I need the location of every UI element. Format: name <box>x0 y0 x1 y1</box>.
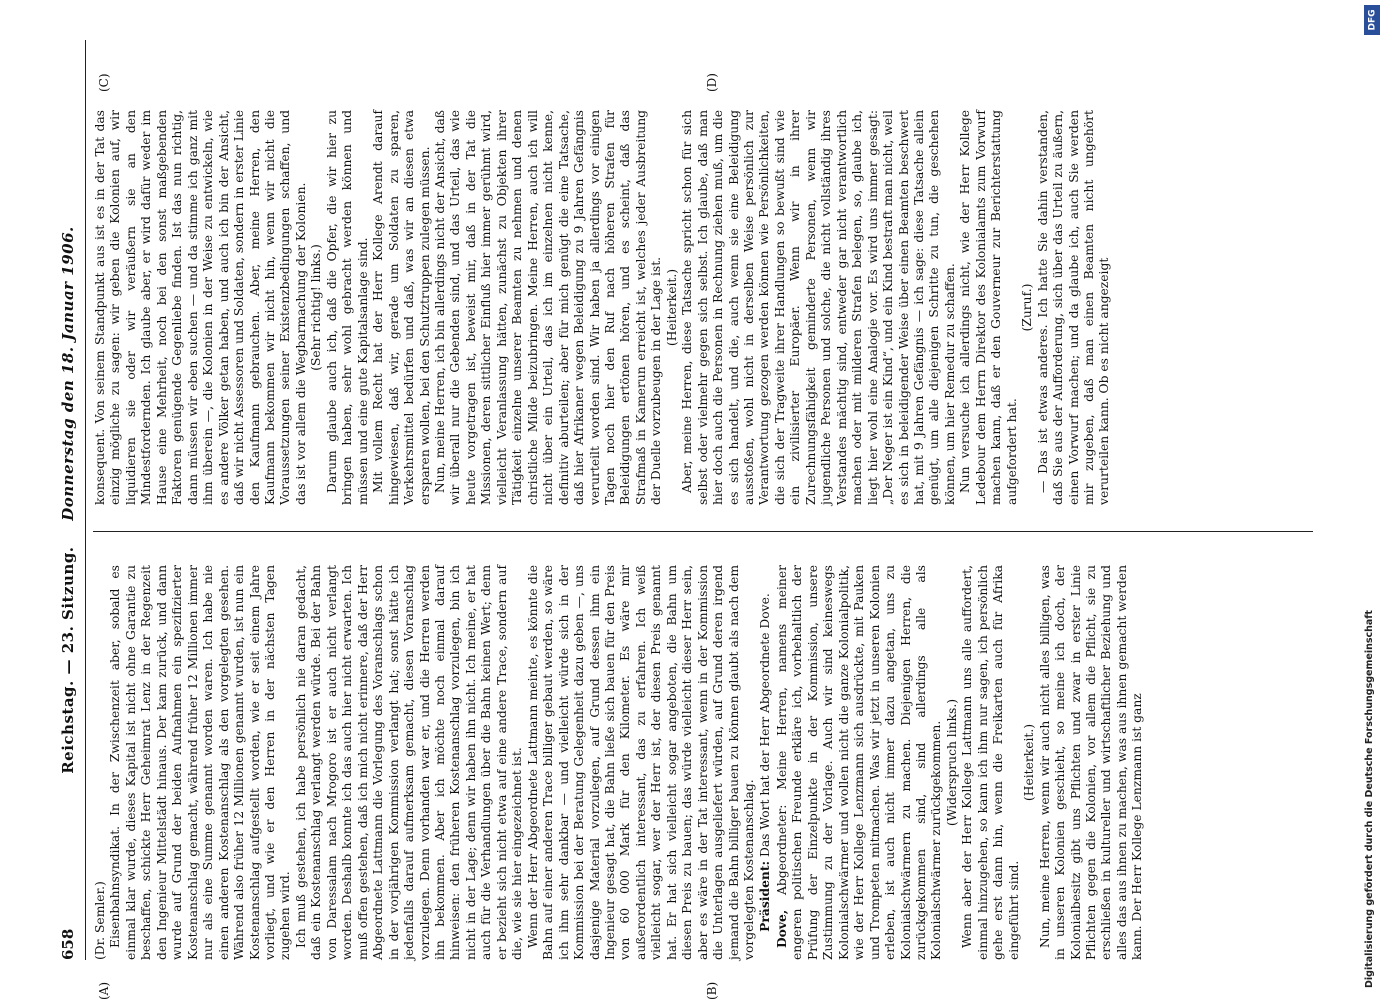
interjection: (Heiterkeit.) <box>1022 723 1037 802</box>
dfg-logo-text: DFG <box>1367 9 1378 31</box>
speech-text: Abgeordneter: Meine Herren, namens meiner engeren politischen Freunde erkläre ich, vorbehaltlich der Prüfung der Einzelpunkte in der Kommission, unsere Zustimmung zu der Vorlage. Auch wir sind keineswegs Kolonialschwärmer und wollen nicht die ganze Kolonialpolitik, wie der Herr Kollege Lenzmann sich ausdrückte, mit Pauken und Trompeten mitmachen. Was wir jetzt in unseren Kolonien erleben, ist auch nicht immer dazu angetan, uns zu Kolonialschwärmern zu machen. Diejenigen Herren, die zurückgekommen sind, sind allerdings alle als Kolonialschwärmer zurückgekommen. <box>774 565 944 960</box>
president-text: Das Wort hat der Herr Abgeordnete Dove. <box>758 593 773 858</box>
header-title-line <box>59 40 77 960</box>
interjection: (Sehr richtig! links.) <box>309 244 324 371</box>
president-label: Präsident: <box>757 860 773 932</box>
text-column-right <box>93 110 1113 505</box>
margin-mark-d: (D) <box>705 73 719 92</box>
paragraph: Wenn aber der Herr Kollege Lattmann uns alle auffordert, einmal hinzugehen, so kann ich ihm nur sagen, ich persönlich gehe erst dann hin, wenn die Freikarten auch für Afrika eingeführt sind. <box>960 565 1021 960</box>
dfg-logo <box>1364 5 1380 35</box>
dove-speech <box>774 565 945 960</box>
paragraph: konsequent. Von seinem Standpunkt aus ist es in der Tat das einzig mögliche zu sagen: wir geben die Kolonien auf, wir liquidieren sie oder wir veräußern sie an den Mindestfordernden. Ich glaube aber, er wird dafür weder im Hause eine Mehrheit, noch bei den sonst maßgebenden Faktoren genügende Gegenliebe finden. Ist das nun richtig, dann müssen wir eben suchen — und da stimme ich ganz mit ihm überein —, die Kolonien in der Weise zu entwickeln, wie es andere Völker getan haben, und auch ich bin der Ansicht, daß wir nicht Assessoren und Soldaten, sondern in erster Linie den Kaufmann gebrauchen. Aber, meine Herren, den Kaufmann bekommen wir nicht hin, wenn wir nicht die Voraussetzungen seiner Existenzbedingungen schaffen, und das ist vor allem die Wegbarmachung der Kolonien. <box>93 110 308 505</box>
header-rule <box>85 40 86 960</box>
header-date: Donnerstag den 18. Januar 1906. <box>59 226 77 521</box>
paragraph: Mit vollem Recht hat der Herr Kollege Arendt darauf hingewiesen, daß wir, gerade um Soldaten zu sparen, Verkehrsmittel bedürfen und daß, was wir an diesen etwa ersparen wollen, bei den Schutztruppen zulegen müssen. <box>371 110 432 505</box>
page-number: 658 <box>59 928 77 960</box>
interjection: (Heiterkeit.) <box>664 268 679 347</box>
paragraph: Nun, meine Herren, wenn wir auch nicht alles billigen, was in unseren Kolonien geschieht, so meine ich doch, der Kolonialbesitz gibt uns Pflichten und zwar in erster Linie Pflichten gegen die Kolonien, vor allem die Pflicht, sie zu erschließen in kultureller und wirtschaftlicher Beziehung und alles das aus ihnen zu machen, was aus ihnen gemacht werden kann. Der Herr Kollege Lenzmann ist ganz <box>1037 565 1145 960</box>
president-statement <box>757 565 773 960</box>
margin-mark-a: (A) <box>97 981 111 1000</box>
paragraph: Nun versuche ich allerdings nicht, wie der Herr Kollege Ledebour dem Herrn Direktor des Kolonialamts zum Vorwurf machen kann, daß er den Gouverneur zur Berichterstattung aufgefordert hat. <box>958 110 1019 505</box>
interjection: (Zuruf.) <box>1020 283 1035 332</box>
paragraph: Darum glaube auch ich, daß die Opfer, die wir hier zu bringen haben, sehr wohl gebracht werden können und müssen und eine gute Kapitalsanlage sind. <box>324 110 370 505</box>
column-divider <box>93 531 1313 532</box>
margin-mark-b: (B) <box>705 981 719 1000</box>
speaker-label: Dove, <box>773 909 789 948</box>
paragraph: — Das ist etwas anderes. Ich hatte Sie dahin verstanden, daß Sie aus der Aufforderung, sich über das Urteil zu äußern, einen Vorwurf machen; und da glaube ich, auch Sie werden mir zugeben, daß man einen Beamten nicht ungehört verurteilen kann. Ob es nicht angezeigt <box>1035 110 1112 505</box>
speaker-reference: (Dr. Semler.) <box>93 881 107 960</box>
paragraph: Aber, meine Herren, diese Tatsache spricht schon für sich selbst oder vielmehr gegen sich selbst. Ich glaube, daß man hier doch auch die Personen in Rechnung ziehen muß, um die es sich handelt, und die, auch wenn sie eine Beleidigung ausstoßen, wohl nicht in derselben Weise persönlich zur Verantwortung gezogen werden können wie Persönlichkeiten, die sich der Tragweite ihrer Handlungen so bewußt sind wie ein zivilisierter Europäer. Wenn wir in ihrer Zurechnungsfähigkeit geminderte Personen, wenn wir jugendliche Personen und solche, die nicht vollständig ihres Verstandes mächtig sind, entweder gar nicht verantwortlich machen oder mit milderen Strafen belegen, so, glaube ich, liegt hier wohl eine Analogie vor. Es wird uns immer gesagt: „Der Neger ist ein Kind“, und ein Kind bestraft man nicht, weil es sich in beleidigender Weise über einen Beamten beschwert hat, mit 9 Jahren Gefängnis — ich sage: diese Tatsache allein genügt, um alle diejenigen Schritte zu tun, die geschehen können, um hier Remedur zu schaffen. <box>680 110 957 505</box>
paragraph: Wenn der Herr Abgeordnete Lattmann meinte, es könnte die Bahn auf einer anderen Trace billiger gebaut werden, so wäre ich ihm sehr dankbar — und vielleicht würde sich in der Kommission bei der Beratung Gelegenheit dazu geben —, uns dasjenige Material vorzulegen, auf Grund dessen ihm ein Ingenieur gesagt hat, die Bahn ließe sich bauen für den Preis von 60 000 Mark für den Kilometer. Es wäre mir außerordentlich interessant, das zu erfahren. Ich weiß vielleicht sogar, wer der Herr ist, der diesen Preis genannt hat. Er hat sich vielleicht sogar angeboten, die Bahn um diesen Preis zu bauen; das würde vielleicht dieser Herr sein, aber es wäre in der Tat interessant, wenn in der Kommission die Unterlagen ausgeliefert würden, auf Grund deren irgend jemand die Bahn billiger bauen zu können glaubt als nach dem vorgelegten Kostenanschlag. <box>525 565 757 960</box>
margin-mark-c: (C) <box>97 73 111 92</box>
paragraph: Ich muß gestehen, ich habe persönlich nie daran gedacht, daß ein Kostenanschlag verlangt werden würde. Bei der Bahn von Daressalam nach Mrogoro ist er auch nicht verlangt worden. Deshalb konnte ich das auch hier nicht erwarten. Ich muß offen gestehen, daß ich mich nicht erinnere, daß der Herr Abgeordnete Lattmann die Vorlegung des Voranschlags schon in der vorjährigen Kommission verlangt hat; sonst hätte ich jedenfalls darauf aufmerksam gemacht, diesen Voranschlag vorzulegen. Denn vorhanden war er, und die Herren werden ihn bekommen. Aber ich möchte noch einmal darauf hinweisen: den früheren Kostenanschlag vorzulegen, bin ich nicht in der Lage; denn wir haben ihn nicht. Ich meine, er hat auch für die Verhandlungen über die Bahn keinen Wert; denn er bezieht sich nicht etwa auf eine andere Trace, sondern auf die, wie sie hier eingezeichnet ist. <box>293 565 525 960</box>
header-title: Reichstag. — 23. Sitzung. <box>59 546 77 774</box>
page-header <box>55 40 83 960</box>
digitization-credit: Digitalisierung gefördert durch die Deutsche Forschungsgemeinschaft <box>1364 610 1375 988</box>
document-page <box>55 40 1325 1000</box>
interjection: (Widerspruch links.) <box>944 698 959 827</box>
paragraph: Eisenbahnsyndikat. In der Zwischenzeit aber, sobald es einmal klar wurde, dieses Kapital ist nicht ohne Garantie zu beschaffen, schickte Herr Geheimrat Lenz in der Regenzeit den Ingenieur Mittelstädt hinaus. Der kam zurück, und dann wurde auf Grund der beiden Aufnahmen ein spezifizierter Kostenanschlag gemacht, während früher 12 Millionen immer nur als eine Summe genannt worden waren. Ich habe nie einen anderen Kostenanschlag als den vorgelegten gesehen. Während also früher 12 Millionen genannt wurden, ist nun ein Kostenanschlag aufgestellt worden, wie er seit einem Jahre vorliegt, und wie er den Herren in der nächsten Tagen zugehen wird. <box>108 565 293 960</box>
paragraph: Nun, meine Herren, ich bin allerdings nicht der Ansicht, daß wir überall nur die Gebenden sind, und das Urteil, das wie heute vorgetragen ist, beweist mir, daß in der Tat die Missionen, deren sittlicher Einfluß hier immer gerühmt wird, vielleicht Veranlassung hätten, zunächst zu Objekten ihrer Tätigkeit einzelne unserer Beamten zu nehmen und denen christliche Milde beizubringen. Meine Herren, auch ich will nicht über ein Urteil, das ich im einzelnen nicht kenne, definitiv aburteilen; aber für mich genügt die eine Tatsache, daß hier Afrikaner wegen Beleidigung zu 9 Jahren Gefängnis verurteilt worden sind. Wir haben ja allerdings vor einigen Tagen noch hier den Ruf nach höheren Strafen für Beleidigungen ertönen hören, und es scheint, daß das Strafmaß in Kamerun erreicht ist, welches jeder Ausbreitung der Duelle vorzubeugen in der Lage ist. <box>432 110 664 505</box>
text-column-left <box>93 565 1146 960</box>
